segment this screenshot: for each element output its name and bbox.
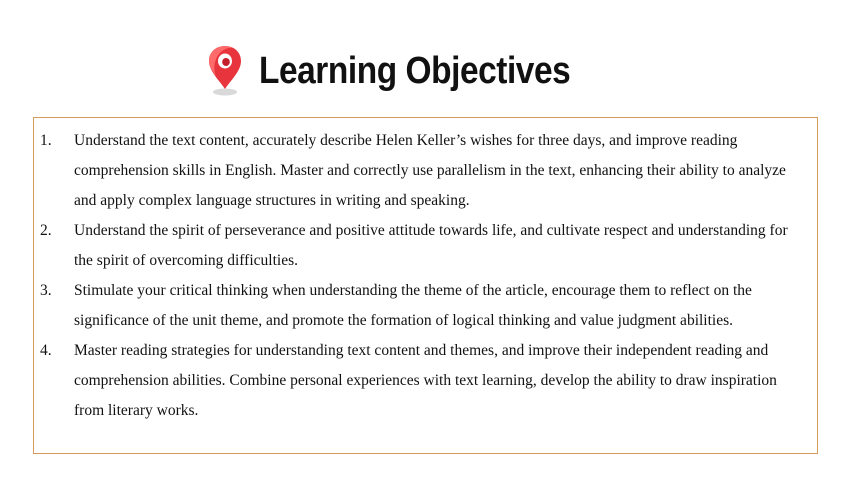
- map-pin-icon: [205, 42, 245, 100]
- objective-text: Stimulate your critical thinking when understanding the theme of the article, encourage them to reflect on the significance of the unit theme, and promote the formation of logical thinking and value judgment abilities.: [74, 282, 752, 329]
- objective-item-4: [40, 336, 807, 426]
- page-title: Learning Objectives: [259, 49, 571, 92]
- objective-number: 4.: [40, 342, 52, 359]
- objective-item-2: [40, 216, 807, 276]
- objective-text: Understand the text content, accurately describe Helen Keller’s wishes for three days, and improve reading comprehension skills in English. Master and correctly use parallelism in the text, enhancing their ability to analyze and apply complex language structures in writing and speaking.: [74, 132, 786, 209]
- objective-text: Understand the spirit of perseverance and positive attitude towards life, and cultivate respect and understanding for the spirit of overcoming difficulties.: [74, 222, 788, 269]
- objective-text: Master reading strategies for understanding text content and themes, and improve their independent reading and comprehension abilities. Combine personal experiences with text learning, develop the ability to draw inspiration from literary works.: [74, 342, 777, 419]
- title-area: [205, 42, 613, 100]
- objective-list: [40, 126, 807, 426]
- objective-number: 1.: [40, 132, 52, 149]
- objectives-box: [33, 117, 818, 454]
- objective-number: 3.: [40, 282, 52, 299]
- objective-number: 2.: [40, 222, 52, 239]
- objective-item-1: [40, 126, 807, 216]
- objective-item-3: [40, 276, 807, 336]
